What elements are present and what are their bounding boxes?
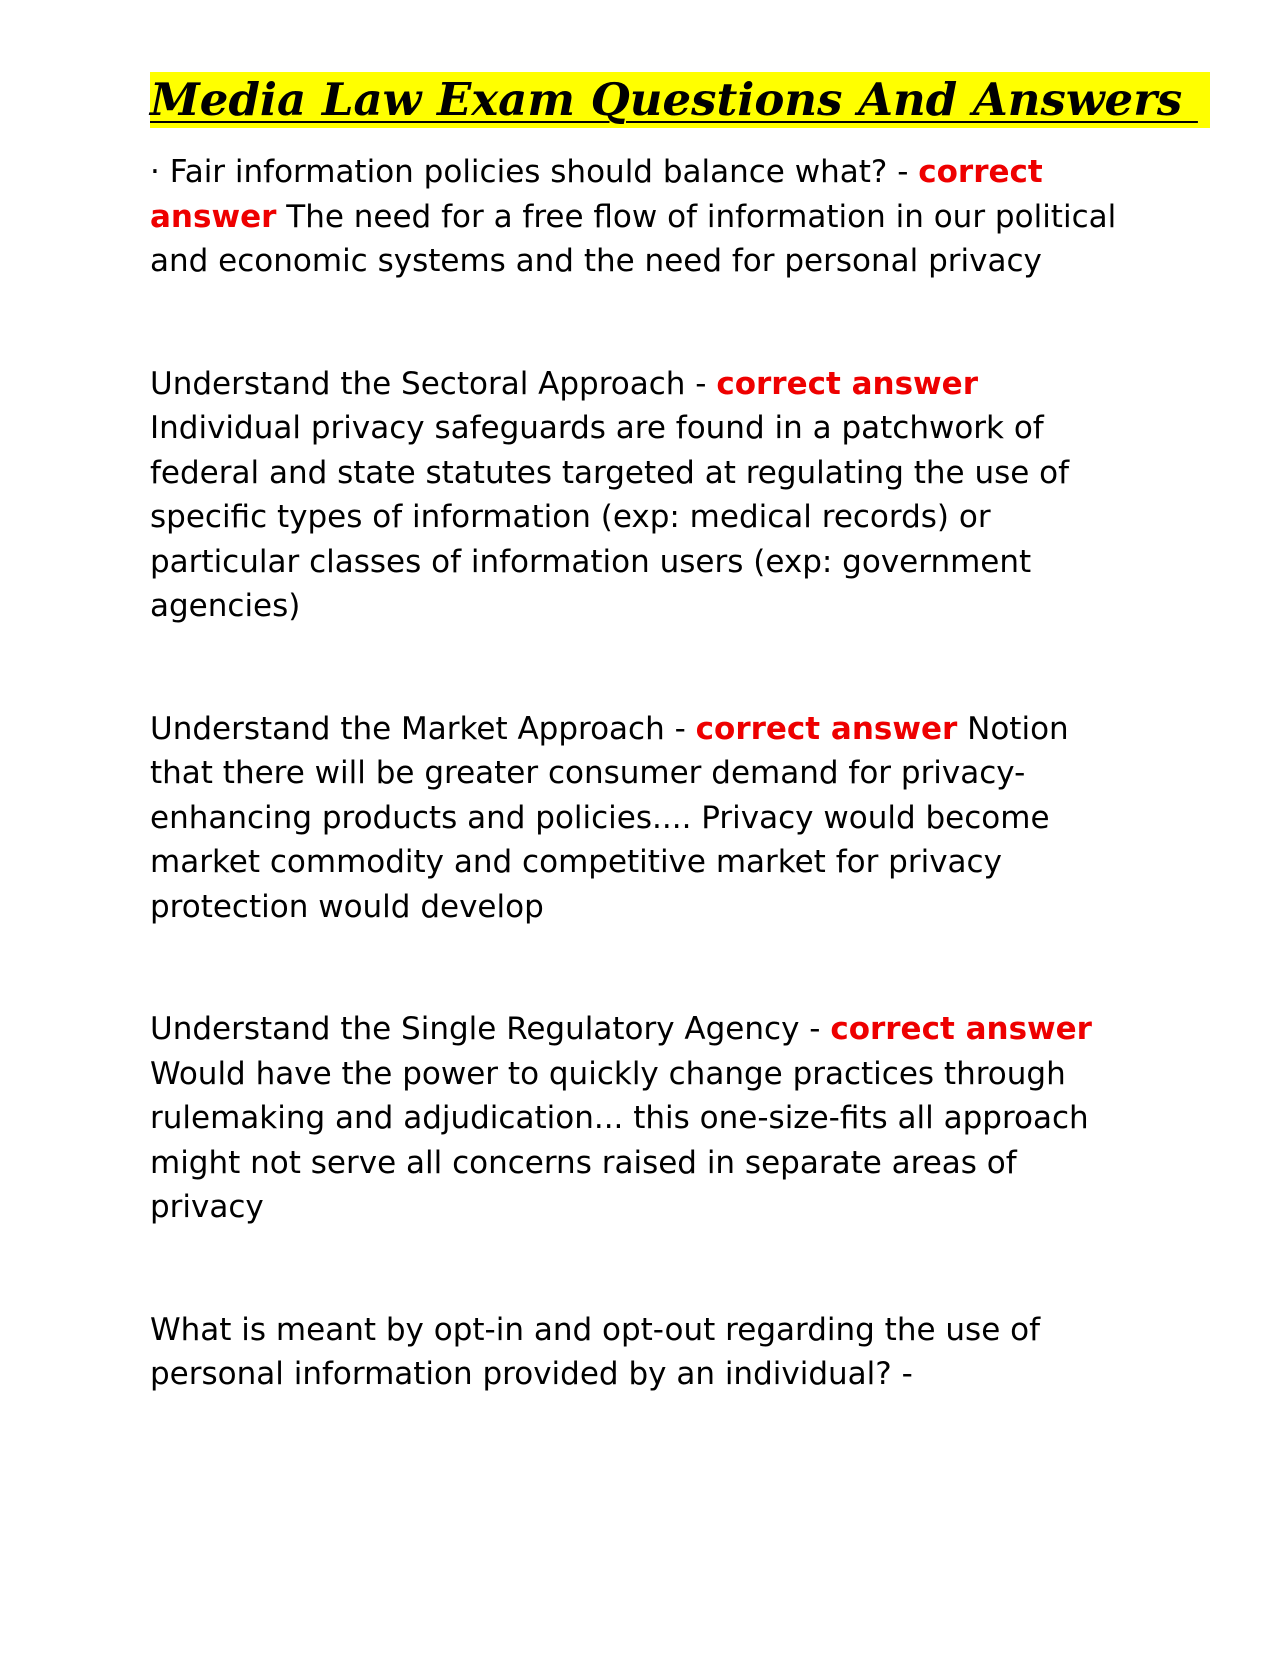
- answer-text: Notion that there will be greater consumer demand for privacy-enhancing products and policies.... Privacy would become market commodity and competitive market for privacy protection would develop: [150, 710, 1069, 925]
- answer-label: correct answer: [716, 365, 978, 402]
- question-text: What is meant by opt-in and opt-out regarding the use of personal information provided by an individual? -: [150, 1311, 1040, 1392]
- qa-item: [150, 362, 1130, 629]
- answer-label: correct answer: [150, 154, 1043, 235]
- question-text: Understand the Sectoral Approach -: [150, 365, 717, 402]
- qa-item: [150, 150, 1130, 284]
- document-title: Media Law Exam Questions And Answers: [150, 72, 1210, 128]
- answer-text: Individual privacy safeguards are found in a patchwork of federal and state statutes targeted at regulating the use of specific types of information (exp: medical records) or particular classes of information users (exp: government agencies): [150, 410, 1070, 624]
- qa-item: [150, 1007, 1130, 1230]
- answer-text: Would have the power to quickly change practices through rulemaking and adjudication... this one-size-fits all approach might not serve all concerns raised in separate areas of privacy: [150, 1055, 1089, 1225]
- question-text: Understand the Single Regulatory Agency -: [150, 1011, 831, 1047]
- qa-item: [150, 1308, 1130, 1397]
- qa-item: [150, 707, 1130, 930]
- question-text: · Fair information policies should balance what? -: [150, 154, 919, 190]
- answer-label: correct answer: [695, 710, 958, 747]
- document-page: [150, 72, 1198, 1397]
- answer-text: The need for a free flow of information in our political and economic systems and the need for personal privacy: [150, 198, 1117, 279]
- answer-label: correct answer: [830, 1011, 1092, 1047]
- question-text: Understand the Market Approach -: [150, 710, 696, 747]
